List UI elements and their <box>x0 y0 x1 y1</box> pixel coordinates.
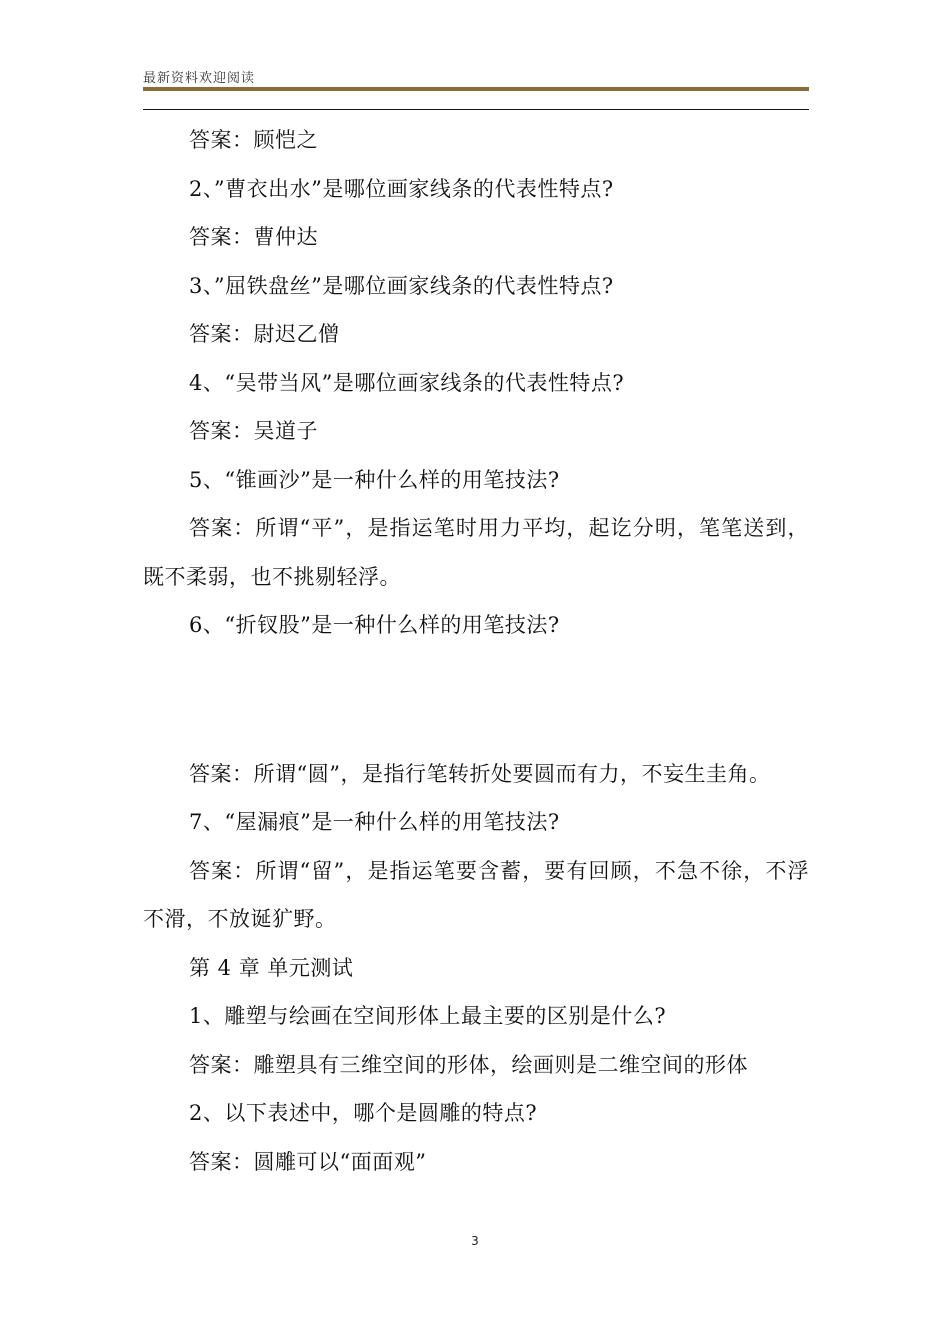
chapter4-question-1: 1、雕塑与绘画在空间形体上最主要的区别是什么? <box>189 1004 667 1028</box>
chapter4-answer-1: 答案：雕塑具有三维空间的形体，绘画则是二维空间的形体 <box>189 1052 748 1077</box>
answer-4: 答案：吴道子 <box>189 419 318 443</box>
answer-6: 答案：所谓“圆”，是指行笔转折处要圆而有力，不妄生圭角。 <box>189 761 771 786</box>
header-rule-thick <box>143 87 809 91</box>
page-number: 3 <box>471 1234 479 1248</box>
answer-3: 答案：尉迟乙僧 <box>189 322 340 346</box>
blank-gap <box>143 650 809 750</box>
question-2: 2、”曹衣出水”是哪位画家线条的代表性特点? <box>189 176 614 201</box>
header-text: 最新资料欢迎阅读 <box>143 71 256 86</box>
chapter4-answer-2: 答案：圆雕可以“面面观” <box>189 1149 427 1174</box>
document-body <box>143 116 809 1186</box>
page-header <box>143 70 809 88</box>
question-6: 6、“折钗股”是一种什么样的用笔技法? <box>189 613 560 637</box>
answer-7: 答案：所谓“留”，是指运笔要含蓄，要有回顾，不急不徐，不浮不滑，不放诞犷野。 <box>143 858 809 931</box>
question-5: 5、“锥画沙”是一种什么样的用笔技法? <box>189 467 560 492</box>
header-rule-thin <box>143 109 809 110</box>
answer-5: 答案：所谓“平”，是指运笔时用力平均，起讫分明，笔笔送到，既不柔弱，也不挑剔轻浮。 <box>143 516 809 589</box>
question-4: 4、“吴带当风”是哪位画家线条的代表性特点? <box>189 370 625 395</box>
question-7: 7、“屋漏痕”是一种什么样的用笔技法? <box>189 810 560 834</box>
chapter-heading: 第 4 章 单元测试 <box>189 955 354 980</box>
chapter4-question-2: 2、以下表述中，哪个是圆雕的特点? <box>189 1101 538 1125</box>
answer-2: 答案：曹仲达 <box>189 225 318 249</box>
answer-1: 答案：顾恺之 <box>189 128 318 152</box>
question-3: 3、”屈铁盘丝”是哪位画家线条的代表性特点? <box>189 273 614 298</box>
